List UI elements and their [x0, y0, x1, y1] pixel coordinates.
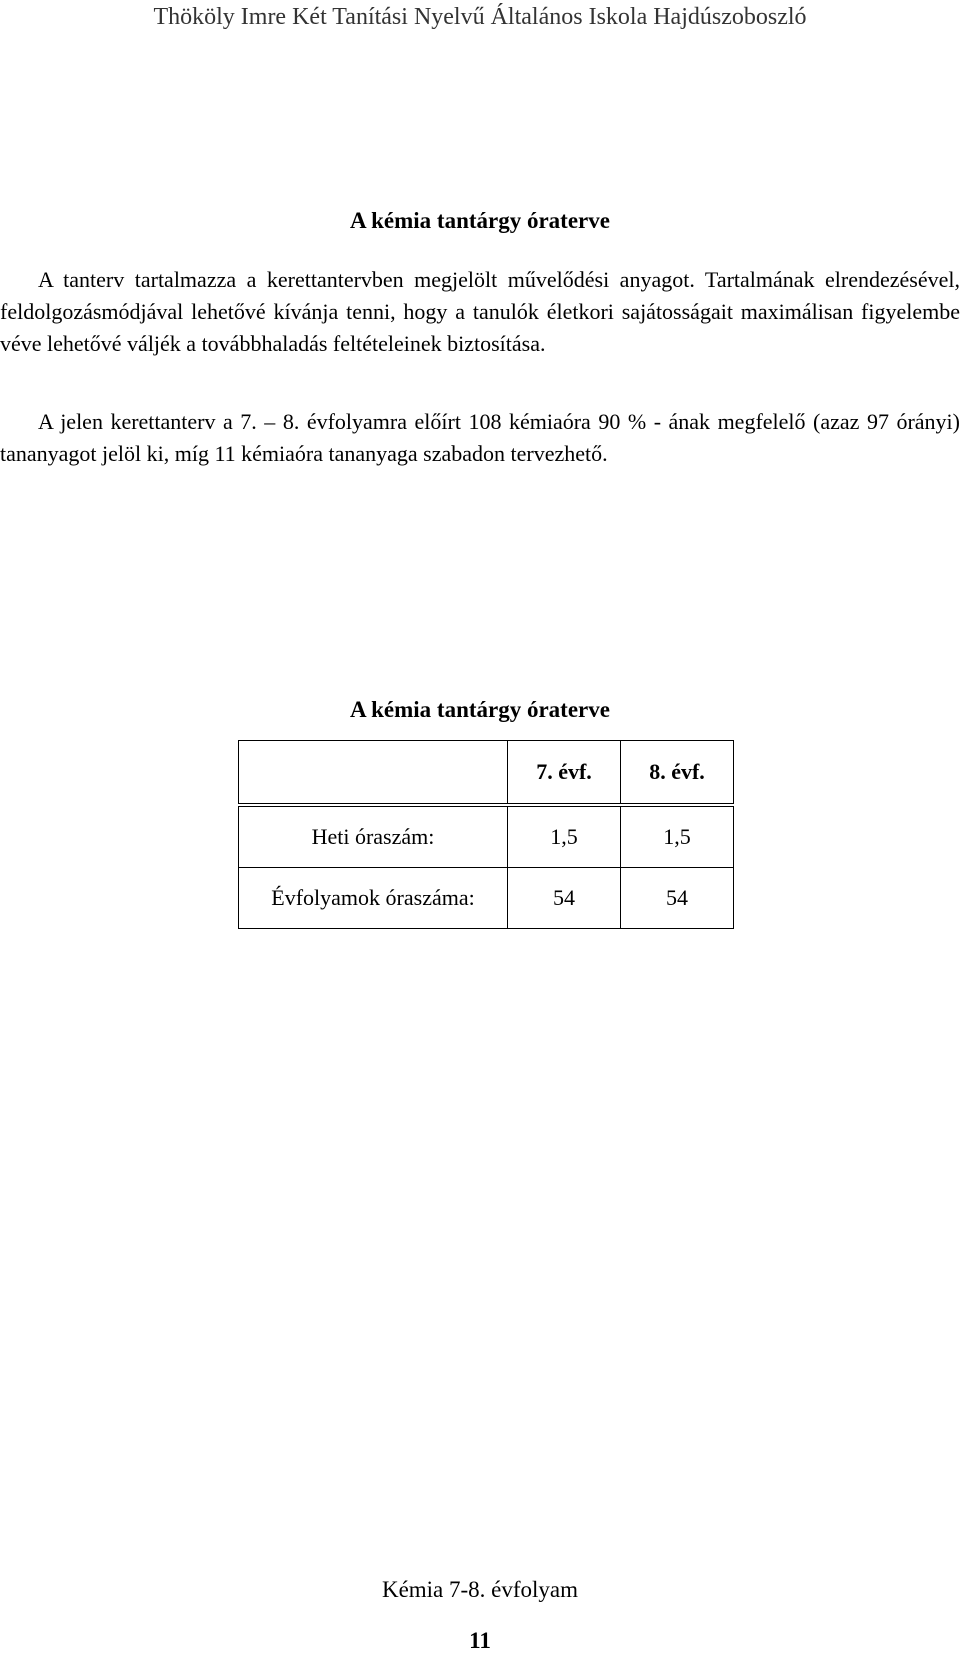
table-cell: 54 — [621, 868, 734, 929]
table-cell: 54 — [508, 868, 621, 929]
table-header-row — [239, 741, 734, 806]
table-row — [239, 805, 734, 868]
table-cell: 1,5 — [508, 805, 621, 868]
table-cell: 1,5 — [621, 805, 734, 868]
paragraph-text: A tanterv tartalmazza a kerettantervben megjelölt művelődési anyagot. Tartalmának elrendezésével, feldolgozásmódjával lehetővé kívánja tenni, hogy a tanulók életkori sajátosságait maximálisan figyelembe véve lehetővé váljék a továbbhaladás feltételeinek biztosítása. — [0, 267, 960, 356]
paragraph-text: A jelen kerettanterv a 7. – 8. évfolyamra előírt 108 kémiaóra 90 % - ának megfelelő (azaz 97 órányi) tananyagot jelöl ki, míg 11 kémiaóra tananyaga szabadon tervezhető. — [0, 409, 960, 466]
table-row — [239, 868, 734, 929]
table-title: A kémia tantárgy óraterve — [350, 697, 610, 722]
section-title: A kémia tantárgy óraterve — [350, 208, 610, 233]
page-header — [0, 0, 960, 34]
table-corner-cell — [239, 741, 508, 806]
page-footer: Kémia 7-8. évfolyam — [381, 1577, 579, 1602]
column-header-grade-8: 8. évf. — [621, 741, 734, 806]
row-label-yearly-hours: Évfolyamok óraszáma: — [239, 868, 508, 929]
page-number: 11 — [469, 1628, 491, 1653]
row-label-weekly-hours: Heti óraszám: — [239, 805, 508, 868]
intro-paragraph — [0, 264, 960, 360]
column-header-grade-7: 7. évf. — [508, 741, 621, 806]
lesson-plan-table — [238, 740, 734, 929]
school-name: Thököly Imre Két Tanítási Nyelvű Általános Iskola Hajdúszoboszló — [153, 4, 807, 30]
scope-paragraph — [0, 406, 960, 470]
